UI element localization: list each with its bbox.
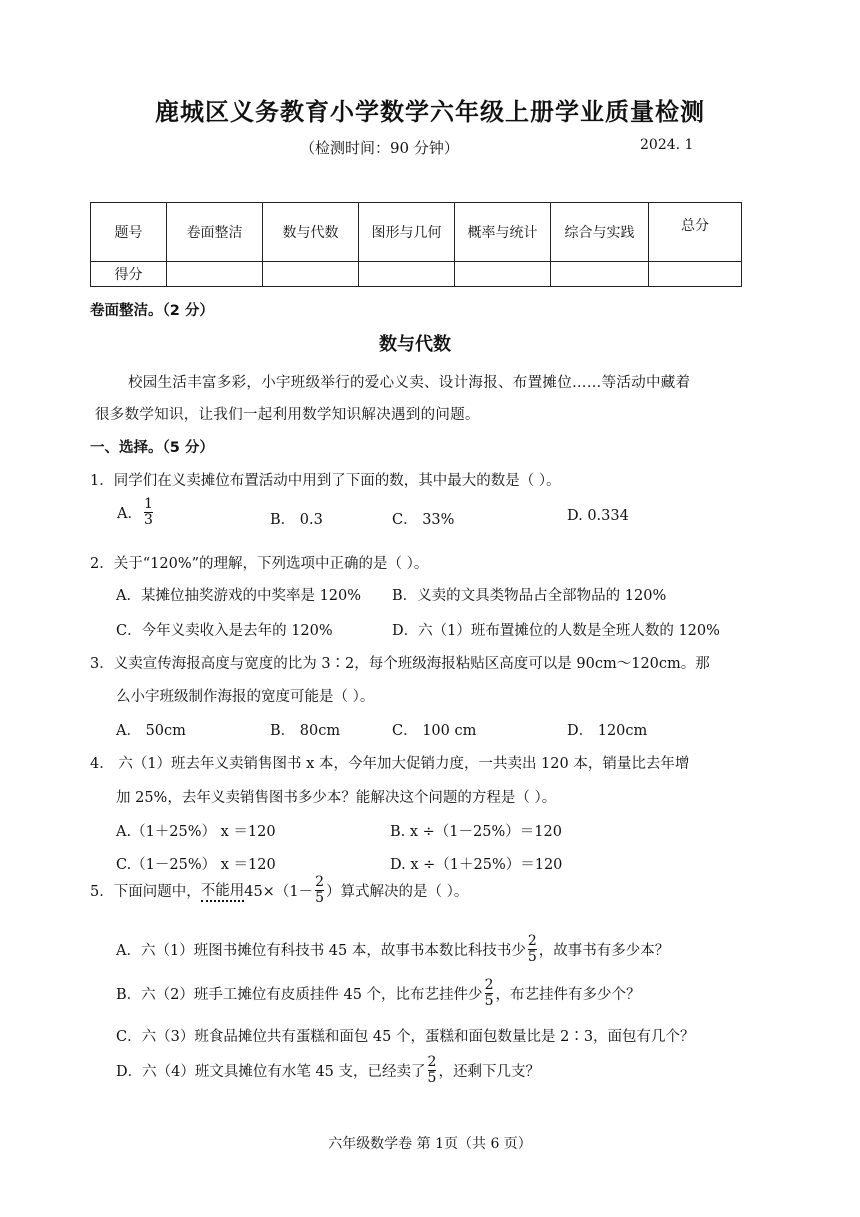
- question-1-option-b[interactable]: B． 0.3: [270, 512, 323, 528]
- score-cell[interactable]: [359, 262, 455, 287]
- question-5-stem-formula: 45×（1－: [244, 883, 314, 900]
- question-5-emphasis: 不能用: [201, 879, 245, 902]
- fraction-denominator: 3: [143, 512, 153, 528]
- question-1-option-d[interactable]: D. 0.334: [567, 508, 629, 524]
- fraction-denominator: 5: [484, 992, 494, 1009]
- question-5-stem-suffix: ）算式解决的是（ ）。: [325, 883, 469, 900]
- question-3-stem-line-1: 3．义卖宣传海报高度与宽度的比为 3∶2，每个班级海报粘贴区高度可以是 90cm～120cm。那: [90, 656, 710, 672]
- question-5-option-a[interactable]: [116, 929, 669, 969]
- fraction-numerator: 2: [315, 873, 324, 890]
- score-header-cell: 图形与几何: [359, 203, 455, 262]
- question-3-option-c[interactable]: C． 100 cm: [392, 723, 477, 739]
- question-4-option-b[interactable]: B. x ÷（1－25%）＝120: [390, 824, 562, 840]
- exam-date: 2024. 1: [640, 137, 694, 153]
- fraction-denominator: 5: [527, 948, 537, 965]
- option-d-text-end: ，还剩下几支？: [438, 1063, 540, 1080]
- option-a-text: A．六（1）班图书摊位有科技书 45 本，故事书本数比科技书少: [116, 942, 526, 959]
- question-5-stem-prefix: 5．下面问题中，: [90, 883, 201, 900]
- question-4-option-d[interactable]: D. x ÷（1＋25%）＝120: [390, 857, 563, 873]
- part1-title: 一、选择。（5 分）: [90, 440, 214, 456]
- fraction-one-third: [144, 497, 153, 528]
- neatness-note: 卷面整洁。（2 分）: [90, 303, 214, 319]
- score-header-cell: 综合与实践: [551, 203, 649, 262]
- page-title: 鹿城区义务教育小学数学六年级上册学业质量检测: [155, 98, 705, 126]
- question-1-option-c[interactable]: C． 33%: [392, 512, 455, 528]
- score-header-cell: 卷面整洁: [167, 203, 263, 262]
- question-4-option-a[interactable]: A.（1＋25%） x ＝120: [116, 824, 276, 840]
- score-cell[interactable]: [455, 262, 551, 287]
- score-cell[interactable]: [551, 262, 649, 287]
- fraction-two-fifths: [315, 875, 324, 906]
- score-header-cell: 题号: [91, 203, 167, 262]
- score-cell[interactable]: [649, 262, 742, 287]
- score-table-header-row: [91, 203, 742, 262]
- score-header-cell: 总分: [649, 203, 742, 262]
- page-footer: 六年级数学卷 第 1页（共 6 页）: [328, 1136, 532, 1152]
- score-header-cell: 概率与统计: [455, 203, 551, 262]
- question-2-stem: 2．关于“120%”的理解，下列选项中正确的是（ ）。: [90, 556, 429, 572]
- question-3-stem-line-2: 么小宇班级制作海报的宽度可能是（ ）。: [116, 689, 375, 705]
- score-header-cell: 数与代数: [263, 203, 359, 262]
- intro-line-2: 很多数学知识，让我们一起利用数学知识解决遇到的问题。: [95, 407, 480, 423]
- fraction-numerator: 2: [427, 1053, 437, 1070]
- score-row-label: 得分: [91, 262, 167, 287]
- fraction-denominator: 5: [427, 1069, 437, 1086]
- score-table-score-row: [91, 262, 742, 287]
- fraction-two-fifths: [428, 1055, 437, 1086]
- score-cell[interactable]: [263, 262, 359, 287]
- question-2-option-d[interactable]: D．六（1）班布置摊位的人数是全班人数的 120%: [392, 623, 720, 639]
- question-3-option-a[interactable]: A． 50cm: [116, 723, 186, 739]
- question-3-option-d[interactable]: D． 120cm: [567, 723, 648, 739]
- fraction-numerator: 1: [143, 496, 153, 512]
- option-a-label: A．: [117, 506, 142, 522]
- fraction-denominator: 5: [315, 889, 324, 906]
- question-4-stem-line-1: 4． 六（1）班去年义卖销售图书 x 本，今年加大促销力度，一共卖出 120 本，销量比去年增: [90, 756, 690, 772]
- question-4-stem-line-2: 加 25%，去年义卖销售图书多少本？能解决这个问题的方程是（ ）。: [116, 790, 557, 806]
- question-2-option-a[interactable]: A．某摊位抽奖游戏的中奖率是 120%: [116, 588, 362, 604]
- intro-line-1: 校园生活丰富多彩，小宇班级举行的爱心义卖、设计海报、布置摊位……等活动中藏着: [128, 375, 691, 391]
- question-2-option-c[interactable]: C．今年义卖收入是去年的 120%: [116, 623, 333, 639]
- fraction-two-fifths: [485, 978, 494, 1009]
- fraction-numerator: 2: [484, 976, 494, 993]
- option-a-text-end: ，故事书有多少本？: [538, 942, 670, 959]
- question-1-option-a[interactable]: [117, 497, 155, 528]
- fraction-numerator: 2: [527, 932, 537, 949]
- question-2-option-b[interactable]: B．义卖的文具类物品占全部物品的 120%: [392, 588, 667, 604]
- score-table: [90, 202, 742, 287]
- question-5-option-c[interactable]: C．六（3）班食品摊位共有蛋糕和面包 45 个，蛋糕和面包数量比是 2∶3，面包有几个？: [116, 1029, 695, 1045]
- score-cell[interactable]: [167, 262, 263, 287]
- fraction-two-fifths: [528, 934, 537, 965]
- question-5-stem: [90, 869, 468, 911]
- option-b-text-end: ，布艺挂件有多少个？: [495, 986, 641, 1003]
- option-d-text: D．六（4）班文具摊位有水笔 45 支，已经卖了: [116, 1063, 426, 1080]
- question-1-stem: 1．同学们在义卖摊位布置活动中用到了下面的数，其中最大的数是（ ）。: [90, 473, 561, 489]
- section-title: 数与代数: [379, 334, 451, 355]
- question-3-option-b[interactable]: B． 80cm: [270, 723, 341, 739]
- question-5-option-d[interactable]: [116, 1050, 540, 1090]
- exam-duration: （检测时间：90 分钟）: [300, 139, 459, 157]
- option-b-text: B．六（2）班手工摊位有皮质挂件 45 个，比布艺挂件少: [116, 986, 483, 1003]
- question-4-option-c[interactable]: C.（1－25%） x ＝120: [116, 857, 276, 873]
- question-5-option-b[interactable]: [116, 973, 640, 1013]
